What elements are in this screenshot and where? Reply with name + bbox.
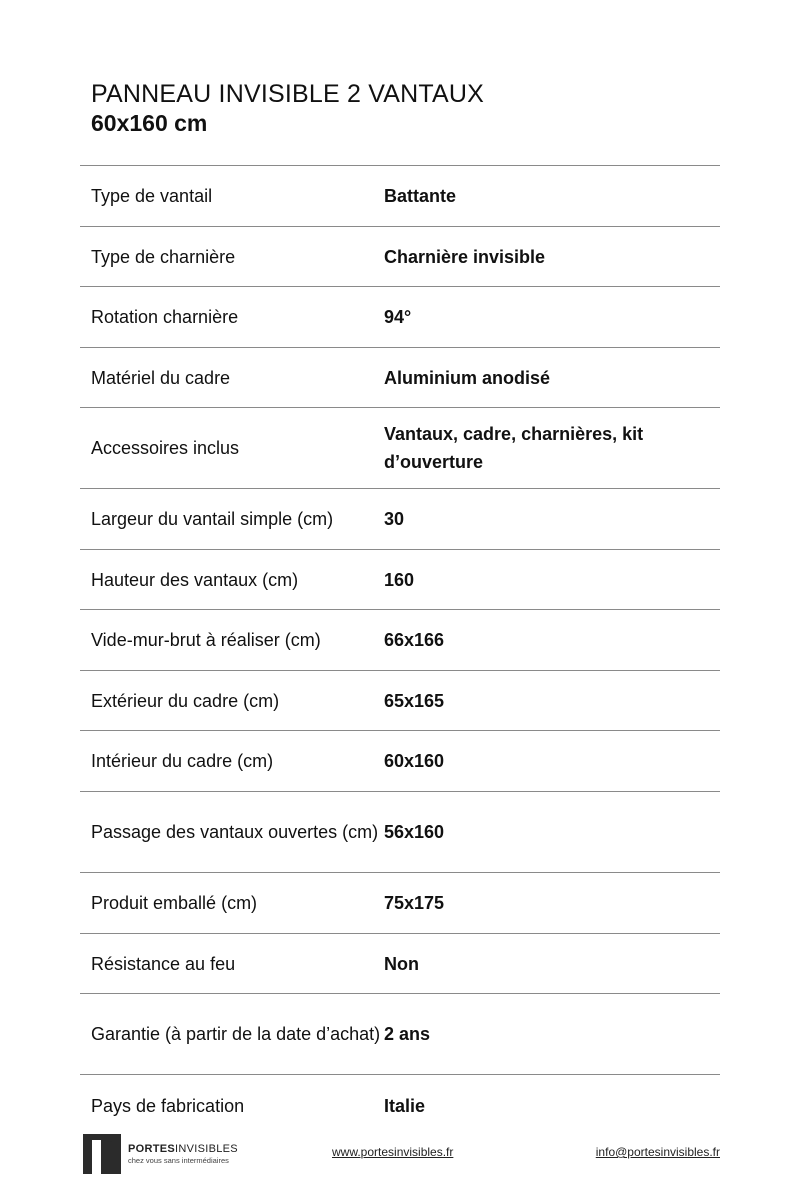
spec-label: Garantie (à partir de la date d’achat) <box>91 1024 381 1044</box>
website-link[interactable]: www.portesinvisibles.fr <box>332 1145 454 1159</box>
spec-label: Largeur du vantail simple (cm) <box>91 509 334 529</box>
spec-value: 30 <box>384 509 405 529</box>
spec-label: Hauteur des vantaux (cm) <box>91 569 299 590</box>
table-row <box>80 873 720 934</box>
door-logo-icon <box>83 1134 121 1174</box>
table-row <box>80 792 720 873</box>
document-header <box>91 79 484 137</box>
table-row <box>80 408 720 489</box>
spec-label: Rotation charnière <box>91 307 239 327</box>
spec-label: Accessoires inclus <box>91 438 240 458</box>
table-row <box>80 287 720 348</box>
spec-value: Battante <box>384 186 457 206</box>
spec-label: Pays de fabrication <box>91 1096 245 1116</box>
spec-label: Extérieur du cadre (cm) <box>91 690 280 711</box>
spec-label: Résistance au feu <box>91 953 236 974</box>
table-row <box>80 227 720 287</box>
logo-wordmark: PORTESINVISIBLES <box>128 1143 238 1155</box>
spec-value: Non <box>384 953 419 974</box>
table-row <box>80 550 720 610</box>
email-link[interactable]: info@portesinvisibles.fr <box>595 1145 720 1159</box>
spec-value: 2 ans <box>384 1024 431 1044</box>
spec-value: 66x166 <box>384 630 445 650</box>
table-row <box>80 671 720 731</box>
table-row <box>80 166 720 227</box>
spec-label: Type de vantail <box>91 186 213 206</box>
spec-label: Passage des vantaux ouvertes (cm) <box>91 822 379 842</box>
page-footer <box>0 1134 800 1174</box>
spec-label: Produit emballé (cm) <box>91 893 258 913</box>
spec-label: Matériel du cadre <box>91 367 231 388</box>
logo-tagline: chez vous sans intermédiaires <box>128 1156 229 1165</box>
spec-value: Italie <box>384 1096 426 1116</box>
product-title: PANNEAU INVISIBLE 2 VANTAUX <box>91 80 485 108</box>
spec-value: 75x175 <box>384 893 445 913</box>
spec-value: 160 <box>384 569 415 590</box>
company-logo <box>83 1134 238 1174</box>
table-row <box>80 489 720 550</box>
table-row <box>80 934 720 994</box>
spec-label: Intérieur du cadre (cm) <box>91 751 274 771</box>
spec-value: Aluminium anodisé <box>384 367 551 388</box>
spec-value: 60x160 <box>384 751 445 771</box>
table-row <box>80 731 720 792</box>
table-row <box>80 994 720 1075</box>
spec-label: Vide-mur-brut à réaliser (cm) <box>91 630 321 650</box>
spec-value: Vantaux, cadre, charnières, kit d’ouverture <box>384 424 644 472</box>
spec-value: 65x165 <box>384 690 445 711</box>
spec-value: Charnière invisible <box>384 246 546 267</box>
product-dimensions: 60x160 cm <box>91 110 208 136</box>
spec-table <box>80 165 720 1137</box>
spec-label: Type de charnière <box>91 246 236 267</box>
table-row <box>80 1075 720 1137</box>
table-row <box>80 610 720 671</box>
spec-value: 94° <box>384 307 412 327</box>
spec-value: 56x160 <box>384 822 445 842</box>
table-row <box>80 348 720 408</box>
